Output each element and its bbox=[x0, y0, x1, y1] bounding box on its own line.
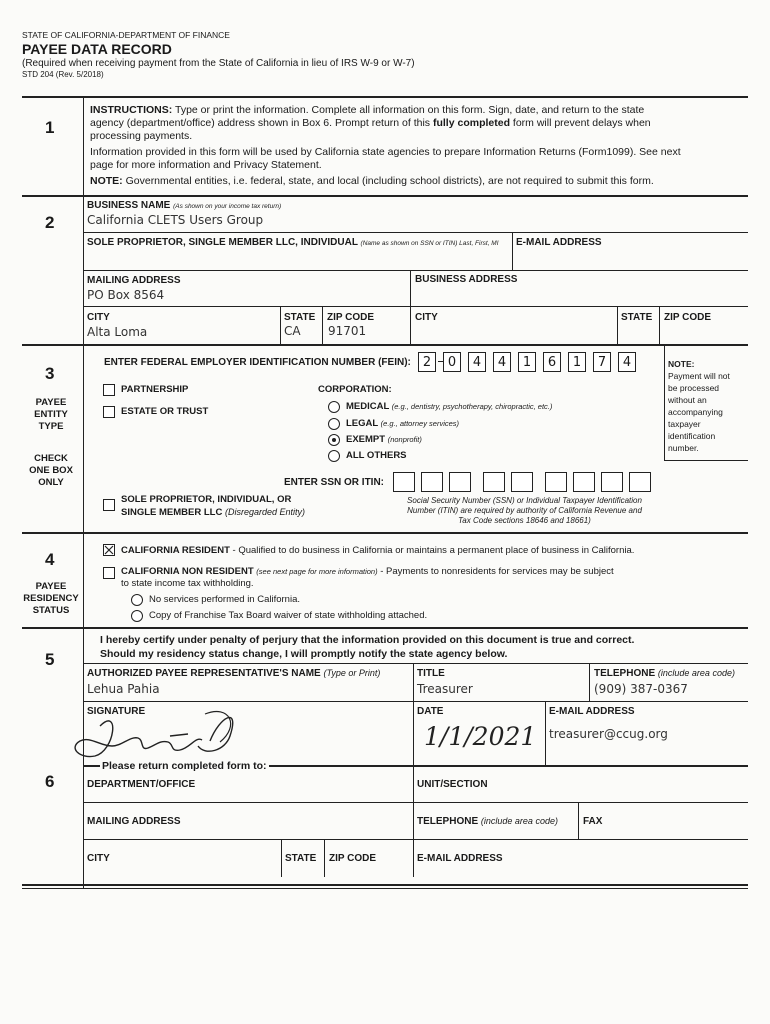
fein-label: ENTER FEDERAL EMPLOYER IDENTIFICATION NUMBER (FEIN): bbox=[104, 357, 411, 368]
instructions-block bbox=[90, 104, 740, 188]
state2-label: STATE bbox=[621, 312, 653, 323]
return-to-label: Please return completed form to: bbox=[102, 760, 267, 772]
agency-name: STATE OF CALIFORNIA-DEPARTMENT OF FINANCE bbox=[22, 30, 230, 40]
zip2-label: ZIP CODE bbox=[664, 312, 712, 323]
no-services-radio[interactable] bbox=[131, 594, 143, 606]
department-label: DEPARTMENT/OFFICE bbox=[87, 779, 196, 790]
sole-prop-name-label: SOLE PROPRIETOR, SINGLE MEMBER LLC, INDIVIDUAL (Name as shown on SSN or ITIN) Last, First, MI bbox=[87, 237, 499, 248]
ssn-digit-box[interactable] bbox=[629, 472, 651, 492]
fein-dash bbox=[438, 361, 443, 362]
ssn-label: ENTER SSN OR ITIN: bbox=[284, 477, 385, 488]
signature-label: SIGNATURE bbox=[87, 706, 146, 717]
check-one-box-label: CHECK ONE BOX ONLY bbox=[29, 453, 73, 488]
instructions-text-a: Type or print the information. Complete all information on this form. Sign, date, and return to the state bbox=[174, 104, 645, 116]
zip-label: ZIP CODE bbox=[327, 312, 375, 323]
medical-radio[interactable] bbox=[328, 401, 340, 413]
fein-digit-box[interactable]: 7 bbox=[593, 352, 611, 372]
title-field[interactable]: Treasurer bbox=[417, 682, 473, 696]
business-name-label: BUSINESS NAME (As shown on your income tax return) bbox=[87, 200, 282, 211]
fein-digit-box[interactable]: 6 bbox=[543, 352, 561, 372]
state-field[interactable]: CA bbox=[284, 324, 301, 338]
sole-proprietor-label: SOLE PROPRIETOR, INDIVIDUAL, OR SINGLE MEMBER LLC (Disregarded Entity) bbox=[121, 494, 306, 518]
ssn-digit-box[interactable] bbox=[511, 472, 533, 492]
rep-name-label: AUTHORIZED PAYEE REPRESENTATIVE'S NAME (Type or Print) bbox=[87, 668, 381, 679]
instructions-text-d: processing payments. bbox=[90, 130, 193, 142]
exempt-label: EXEMPT (nonprofit) bbox=[346, 434, 422, 445]
california-resident-text: CALIFORNIA RESIDENT - Qualified to do business in California or maintains a permanent place of business in California. bbox=[121, 545, 635, 556]
info-text-1: Information provided in this form will be used by California state agencies to prepare Information Returns (Form1099). See next bbox=[90, 146, 681, 158]
form-title: PAYEE DATA RECORD bbox=[22, 41, 172, 57]
exempt-radio-dot bbox=[332, 438, 336, 442]
ssn-note: Social Security Number (SSN) or Individual Taxpayer Identification Number (ITIN) are required by authority of California Revenue and Tax Code sections 18646 and 18661) bbox=[407, 496, 642, 525]
ssn-digit-box[interactable] bbox=[421, 472, 443, 492]
instructions-label: INSTRUCTIONS: bbox=[90, 104, 173, 116]
section-4-number: 4 bbox=[45, 550, 55, 569]
california-nonresident-checkbox[interactable] bbox=[103, 567, 115, 579]
business-name-field[interactable]: California CLETS Users Group bbox=[87, 213, 264, 227]
fein-digit-box[interactable]: 1 bbox=[568, 352, 586, 372]
mailing-address-field[interactable]: PO Box 8564 bbox=[87, 288, 165, 302]
section-1-number: 1 bbox=[45, 118, 55, 137]
section-5-number: 5 bbox=[45, 650, 55, 669]
form-subtitle: (Required when receiving payment from the State of California in lieu of IRS W-9 or W-7) bbox=[22, 58, 415, 69]
certification-text: I hereby certify under penalty of perjury that the information provided on this document is true and correct. Should my residency status change, I will promptly notify the state agency below. bbox=[100, 634, 635, 660]
fein-digit-box[interactable]: 4 bbox=[468, 352, 486, 372]
all-others-label: ALL OTHERS bbox=[346, 450, 407, 461]
email-label: E-MAIL ADDRESS bbox=[516, 237, 602, 248]
date-field[interactable]: 1/1/2021 bbox=[424, 722, 537, 751]
return-telephone-label: TELEPHONE (include area code) bbox=[417, 816, 558, 827]
section-3-number: 3 bbox=[45, 364, 55, 383]
estate-trust-checkbox[interactable] bbox=[103, 406, 115, 418]
california-resident-checkbox[interactable] bbox=[103, 544, 115, 556]
payee-entity-type-label: PAYEE ENTITY TYPE bbox=[34, 397, 68, 432]
mailing-address-label: MAILING ADDRESS bbox=[87, 275, 181, 286]
business-address-label: BUSINESS ADDRESS bbox=[415, 274, 518, 285]
rep-name-field[interactable]: Lehua Pahia bbox=[87, 682, 160, 696]
fein-digit-box[interactable]: 2 bbox=[418, 352, 436, 372]
city-field[interactable]: Alta Loma bbox=[87, 325, 148, 339]
entity-note-label: NOTE: bbox=[668, 359, 695, 369]
zip-field[interactable]: 91701 bbox=[328, 324, 367, 338]
fein-digit-box[interactable]: 4 bbox=[618, 352, 636, 372]
instructions-text-b: agency (department/office) address shown in Box 6. Prompt return of this bbox=[90, 117, 431, 129]
section-2-number: 2 bbox=[45, 213, 55, 232]
email-address-label: E-MAIL ADDRESS bbox=[549, 706, 635, 717]
return-city-label: CITY bbox=[87, 853, 110, 864]
ssn-digit-box[interactable] bbox=[601, 472, 623, 492]
california-nonresident-text: CALIFORNIA NON RESIDENT (see next page for more information) - Payments to nonresidents for services may be subject to state income tax withholding. bbox=[121, 566, 614, 589]
ssn-digit-box[interactable] bbox=[483, 472, 505, 492]
return-email-label: E-MAIL ADDRESS bbox=[417, 853, 503, 864]
no-services-label: No services performed in California. bbox=[149, 594, 301, 605]
medical-label: MEDICAL (e.g., dentistry, psychotherapy, chiropractic, etc.) bbox=[346, 401, 553, 412]
fax-label: FAX bbox=[583, 816, 603, 827]
ssn-digit-box[interactable] bbox=[573, 472, 595, 492]
corporation-label: CORPORATION: bbox=[318, 384, 392, 395]
ssn-digit-box[interactable] bbox=[545, 472, 567, 492]
return-zip-label: ZIP CODE bbox=[329, 853, 377, 864]
all-others-radio[interactable] bbox=[328, 450, 340, 462]
estate-trust-label: ESTATE OR TRUST bbox=[121, 406, 209, 417]
fein-digit-box[interactable]: 0 bbox=[443, 352, 461, 372]
state-label: STATE bbox=[284, 312, 316, 323]
instructions-text-c: form will prevent delays when bbox=[512, 117, 651, 129]
email-address-field[interactable]: treasurer@ccug.org bbox=[549, 727, 668, 741]
date-label: DATE bbox=[417, 706, 444, 717]
city2-label: CITY bbox=[415, 312, 438, 323]
section-6-number: 6 bbox=[45, 772, 55, 791]
note-label: NOTE: bbox=[90, 175, 123, 187]
unit-section-label: UNIT/SECTION bbox=[417, 779, 488, 790]
partnership-checkbox[interactable] bbox=[103, 384, 115, 396]
fein-digit-box[interactable]: 4 bbox=[493, 352, 511, 372]
title-label: TITLE bbox=[417, 668, 445, 679]
return-state-label: STATE bbox=[285, 853, 317, 864]
info-text-2: page for more information and Privacy Statement. bbox=[90, 159, 322, 171]
form-id: STD 204 (Rev. 5/2018) bbox=[22, 70, 104, 79]
exempt-radio[interactable] bbox=[328, 434, 340, 446]
instructions-bold: fully completed bbox=[432, 117, 510, 129]
waiver-label: Copy of Franchise Tax Board waiver of state withholding attached. bbox=[149, 610, 428, 621]
ssn-digit-box[interactable] bbox=[449, 472, 471, 492]
note-text: Governmental entities, i.e. federal, state, and local (including school districts), are not required to submit this form. bbox=[125, 175, 654, 187]
partnership-label: PARTNERSHIP bbox=[121, 384, 189, 395]
fein-digit-box[interactable]: 1 bbox=[518, 352, 536, 372]
ssn-digit-box[interactable] bbox=[393, 472, 415, 492]
entity-note: NOTE: Payment will not be processed without an accompanying taxpayer identification number. bbox=[668, 359, 730, 453]
legal-label: LEGAL (e.g., attorney services) bbox=[346, 418, 460, 429]
legal-radio[interactable] bbox=[328, 418, 340, 430]
sole-proprietor-checkbox[interactable] bbox=[103, 499, 115, 511]
telephone-label: TELEPHONE (include area code) bbox=[594, 668, 735, 679]
payee-residency-status-label: PAYEE RESIDENCY STATUS bbox=[23, 581, 79, 616]
form-header bbox=[22, 30, 415, 79]
city-label: CITY bbox=[87, 312, 110, 323]
telephone-field[interactable]: (909) 387-0367 bbox=[594, 682, 688, 696]
x-mark-icon bbox=[104, 545, 114, 555]
return-mailing-label: MAILING ADDRESS bbox=[87, 816, 181, 827]
waiver-radio[interactable] bbox=[131, 610, 143, 622]
